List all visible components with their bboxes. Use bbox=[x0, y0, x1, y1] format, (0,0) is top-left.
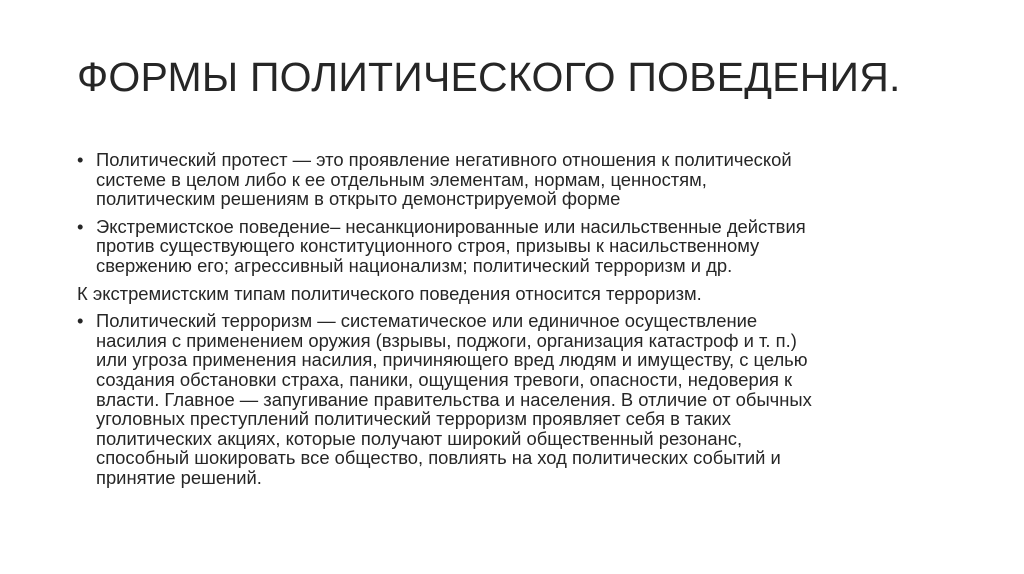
paragraph-extremist-behavior bbox=[77, 217, 957, 276]
text-line: Экстремистское поведение– несанкционированные или насильственные действия bbox=[96, 215, 806, 237]
text-line: принятие решений. bbox=[96, 466, 262, 488]
paragraph-political-terrorism bbox=[77, 311, 957, 487]
text-line: политическим решениям в открыто демонстрируемой форме bbox=[96, 188, 621, 210]
text-line: уголовных преступлений политический терроризм проявляет себя в таких bbox=[96, 408, 731, 430]
text-line: против существующего конституционного строя, призывы к насильственному bbox=[96, 235, 760, 257]
bullet-dot-icon: • bbox=[77, 149, 84, 170]
paragraph-extremist-types bbox=[77, 284, 957, 304]
text-line: власти. Главное — запугивание правительства и населения. В отличие от обычных bbox=[96, 388, 812, 410]
text-line: политических акциях, которые получают широкий общественный резонанс, bbox=[96, 427, 743, 449]
text-line: свержению его; агрессивный национализм; политический терроризм и др. bbox=[96, 254, 733, 276]
slide-title: ФОРМЫ ПОЛИТИЧЕСКОГО ПОВЕДЕНИЯ. bbox=[77, 54, 901, 100]
text-line: системе в целом либо к ее отдельным элементам, нормам, ценностям, bbox=[96, 168, 707, 190]
text-line: Политический протест — это проявление негативного отношения к политической bbox=[96, 149, 792, 170]
text-line: насилия с применением оружия (взрывы, поджоги, организация катастроф и т. п.) bbox=[96, 329, 797, 351]
bullet-dot-icon: • bbox=[77, 215, 84, 237]
text-line: создания обстановки страха, паники, ощущения тревоги, опасности, недоверия к bbox=[96, 368, 793, 390]
text-line: Политический терроризм — систематическое или единичное осуществление bbox=[96, 310, 758, 332]
paragraph-political-protest bbox=[77, 150, 957, 209]
text-line: или угроза применения насилия, причиняющего вред людям и имуществу, с целью bbox=[96, 349, 808, 371]
text-line: К экстремистским типам политического поведения относится терроризм. bbox=[77, 282, 702, 304]
bullet-dot-icon: • bbox=[77, 310, 84, 332]
text-line: способный шокировать все общество, повлиять на ход политических событий и bbox=[96, 447, 781, 469]
slide-body bbox=[77, 150, 957, 496]
